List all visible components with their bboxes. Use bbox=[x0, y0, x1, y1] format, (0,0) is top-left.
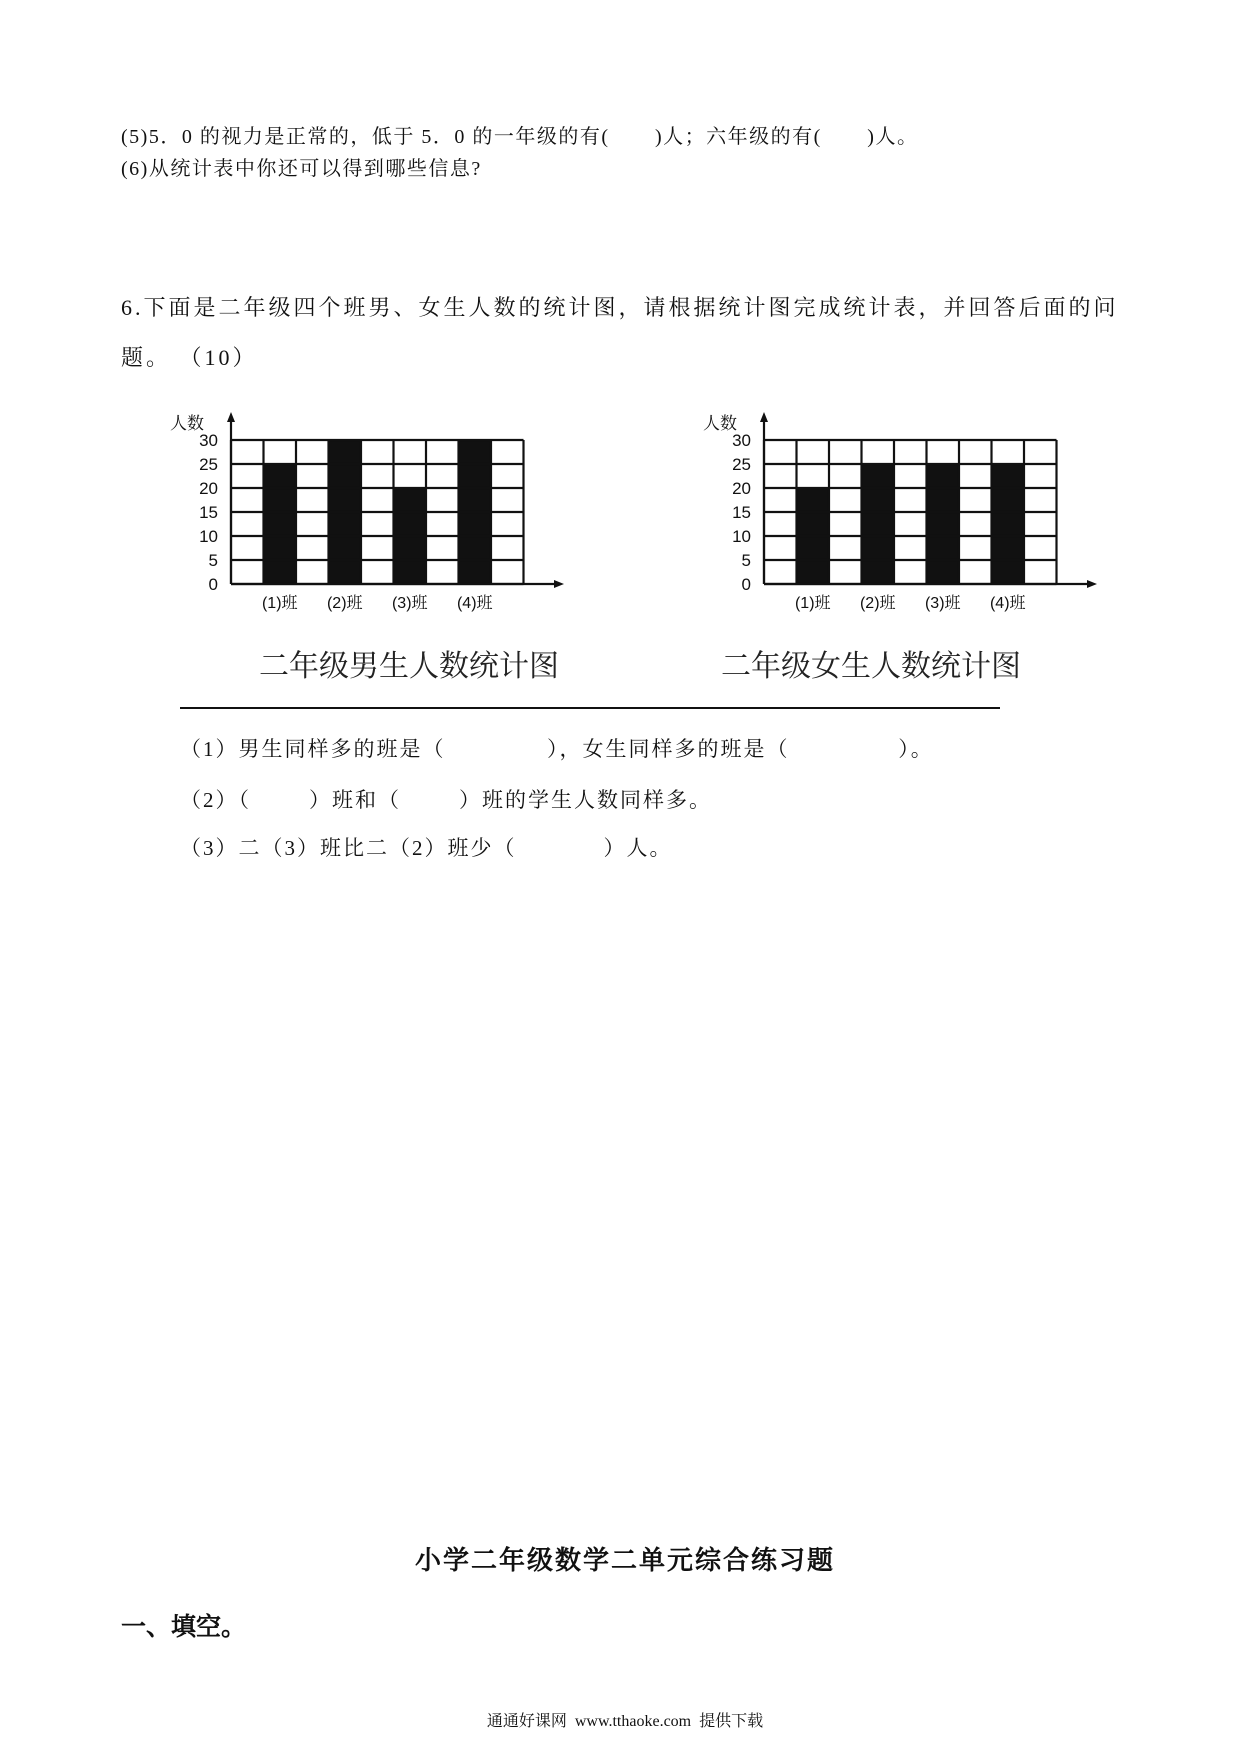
y-tick-label: 30 bbox=[732, 431, 751, 450]
y-axis-arrow bbox=[227, 412, 235, 422]
section-heading-fill-in: 一、填空。 bbox=[121, 1614, 247, 1641]
question-5-item-5: (5)5．0 的视力是正常的，低于 5．0 的一年级的有( )人；六年级的有( )人。 bbox=[121, 126, 919, 148]
page-footer: 通通好课网 www.tthaoke.com 提供下载 bbox=[486, 1713, 764, 1730]
x-category-label: (1)班 bbox=[261, 595, 298, 612]
y-tick-label: 20 bbox=[732, 479, 751, 498]
bar-class-1 bbox=[264, 464, 297, 584]
y-axis-arrow bbox=[760, 412, 768, 422]
boys-chart-title: 二年级男生人数统计图 bbox=[259, 649, 559, 684]
question-6-prompt-line-1: 6.下面是二年级四个班男、女生人数的统计图，请根据统计图完成统计表，并回答后面的问 bbox=[121, 295, 1119, 320]
y-tick-label: 0 bbox=[208, 575, 218, 594]
x-axis-arrow bbox=[1087, 580, 1097, 588]
x-category-label: (3)班 bbox=[924, 595, 961, 612]
x-category-label: (2)班 bbox=[326, 595, 363, 612]
divider-line bbox=[180, 707, 1000, 709]
x-category-label: (1)班 bbox=[794, 595, 831, 612]
x-category-label: (4)班 bbox=[989, 595, 1026, 612]
question-5-item-6: (6)从统计表中你还可以得到哪些信息? bbox=[121, 158, 482, 180]
bar-class-3 bbox=[927, 464, 960, 584]
y-tick-label: 0 bbox=[741, 575, 751, 594]
y-tick-label: 10 bbox=[732, 527, 751, 546]
y-tick-label: 25 bbox=[199, 455, 218, 474]
y-axis-label: 人数 bbox=[170, 414, 204, 434]
y-tick-label: 25 bbox=[732, 455, 751, 474]
girls-bar-chart bbox=[693, 410, 1113, 615]
exercise-title: 小学二年级数学二单元综合练习题 bbox=[414, 1546, 835, 1575]
y-tick-label: 20 bbox=[199, 479, 218, 498]
bar-class-2 bbox=[862, 464, 895, 584]
x-category-label: (3)班 bbox=[391, 595, 428, 612]
y-tick-label: 5 bbox=[741, 551, 751, 570]
girls-chart-title: 二年级女生人数统计图 bbox=[721, 649, 1021, 684]
sub-question-2: （2）（ ）班和（ ）班的学生人数同样多。 bbox=[180, 788, 712, 812]
y-tick-label: 5 bbox=[208, 551, 218, 570]
sub-question-3: （3）二（3）班比二（2）班少（ ）人。 bbox=[180, 836, 673, 860]
y-axis-label: 人数 bbox=[703, 414, 737, 434]
boys-bar-chart bbox=[160, 410, 580, 615]
bar-class-4 bbox=[992, 464, 1025, 584]
y-tick-label: 15 bbox=[199, 503, 218, 522]
x-category-label: (2)班 bbox=[859, 595, 896, 612]
y-tick-label: 30 bbox=[199, 431, 218, 450]
x-category-label: (4)班 bbox=[456, 595, 493, 612]
y-tick-label: 10 bbox=[199, 527, 218, 546]
x-axis-arrow bbox=[554, 580, 564, 588]
y-tick-label: 15 bbox=[732, 503, 751, 522]
sub-question-1: （1）男生同样多的班是（ ），女生同样多的班是（ ）。 bbox=[180, 737, 934, 761]
question-6-prompt-line-2: 题。 （10） bbox=[121, 345, 258, 370]
